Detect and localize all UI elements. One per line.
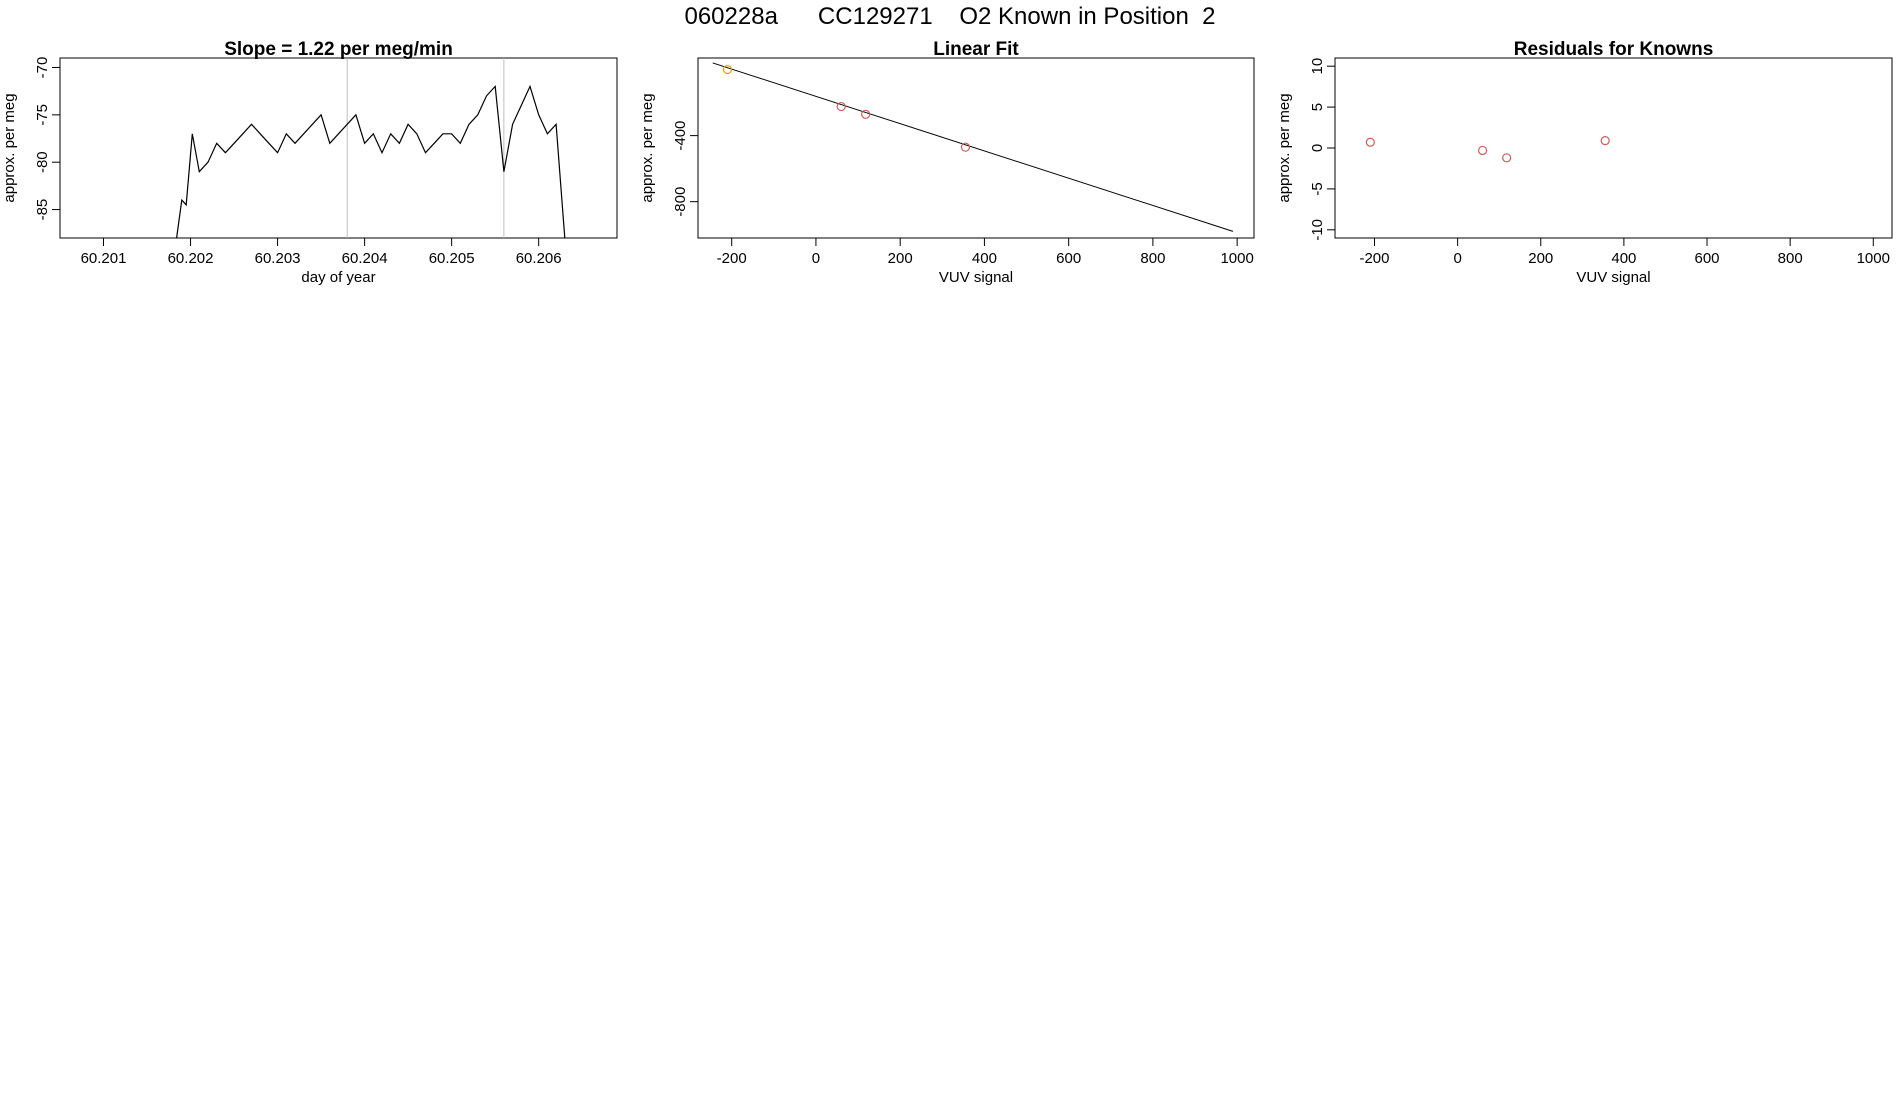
series-line — [177, 86, 565, 238]
x-tick-label: 1000 — [1220, 250, 1254, 267]
data-point — [723, 66, 731, 74]
x-tick-label: -200 — [716, 250, 747, 267]
data-point — [1366, 138, 1374, 146]
y-tick-label: -85 — [34, 198, 51, 221]
x-tick-label: 800 — [1777, 250, 1803, 267]
data-point — [1503, 154, 1511, 162]
x-axis-label-2: VUV signal — [938, 269, 1014, 286]
y-tick-label: -400 — [672, 120, 689, 151]
x-tick-label: 600 — [1694, 250, 1720, 267]
x-tick-label: 60.202 — [167, 250, 214, 267]
y-tick-label: -75 — [34, 103, 51, 126]
x-axis-label-3: VUV signal — [1576, 269, 1651, 286]
plot-frame-1 — [60, 58, 617, 238]
x-tick-label: 800 — [1140, 250, 1166, 267]
y-tick-label: -800 — [672, 186, 689, 217]
y-axis-label-3: approx. per meg — [1276, 93, 1293, 203]
y-tick-label: -5 — [1309, 182, 1326, 196]
panel-title-2: Linear Fit — [933, 39, 1019, 60]
y-tick-label: -70 — [34, 56, 51, 79]
y-axis-label-2: approx. per meg — [639, 93, 656, 203]
x-tick-label: 60.201 — [80, 250, 127, 267]
fit-line — [713, 63, 1233, 231]
x-tick-label: 1000 — [1856, 250, 1890, 267]
panel-title-3: Residuals for Knowns — [1513, 39, 1714, 60]
y-tick-label: -10 — [1309, 218, 1326, 241]
x-tick-label: 200 — [887, 250, 913, 267]
x-tick-label: 60.205 — [428, 250, 475, 267]
x-tick-label: 0 — [1453, 250, 1462, 267]
x-tick-label: 400 — [1611, 250, 1637, 267]
x-tick-label: 60.203 — [254, 250, 301, 267]
plot-frame-3 — [1335, 58, 1892, 238]
data-point — [1601, 137, 1609, 145]
y-axis-label-1: approx. per meg — [1, 93, 18, 203]
x-tick-label: 0 — [811, 250, 821, 267]
y-tick-label: 10 — [1309, 57, 1326, 75]
x-tick-label: 60.206 — [515, 250, 562, 267]
panel-title-1: Slope = 1.22 per meg/min — [224, 39, 453, 60]
x-tick-label: -200 — [1359, 250, 1390, 267]
x-tick-label: 60.204 — [341, 250, 388, 267]
data-point — [862, 110, 870, 118]
data-point — [837, 103, 845, 111]
x-tick-label: 400 — [971, 250, 997, 267]
y-tick-label: 0 — [1309, 143, 1326, 153]
x-tick-label: 200 — [1528, 250, 1554, 267]
y-tick-label: -80 — [34, 151, 51, 174]
x-tick-label: 600 — [1056, 250, 1082, 267]
y-tick-label: 5 — [1309, 102, 1326, 112]
data-point — [1479, 146, 1487, 154]
x-axis-label-1: day of year — [301, 269, 376, 286]
page-title: 060228a CC129271 O2 Known in Position 2 — [684, 3, 1216, 30]
